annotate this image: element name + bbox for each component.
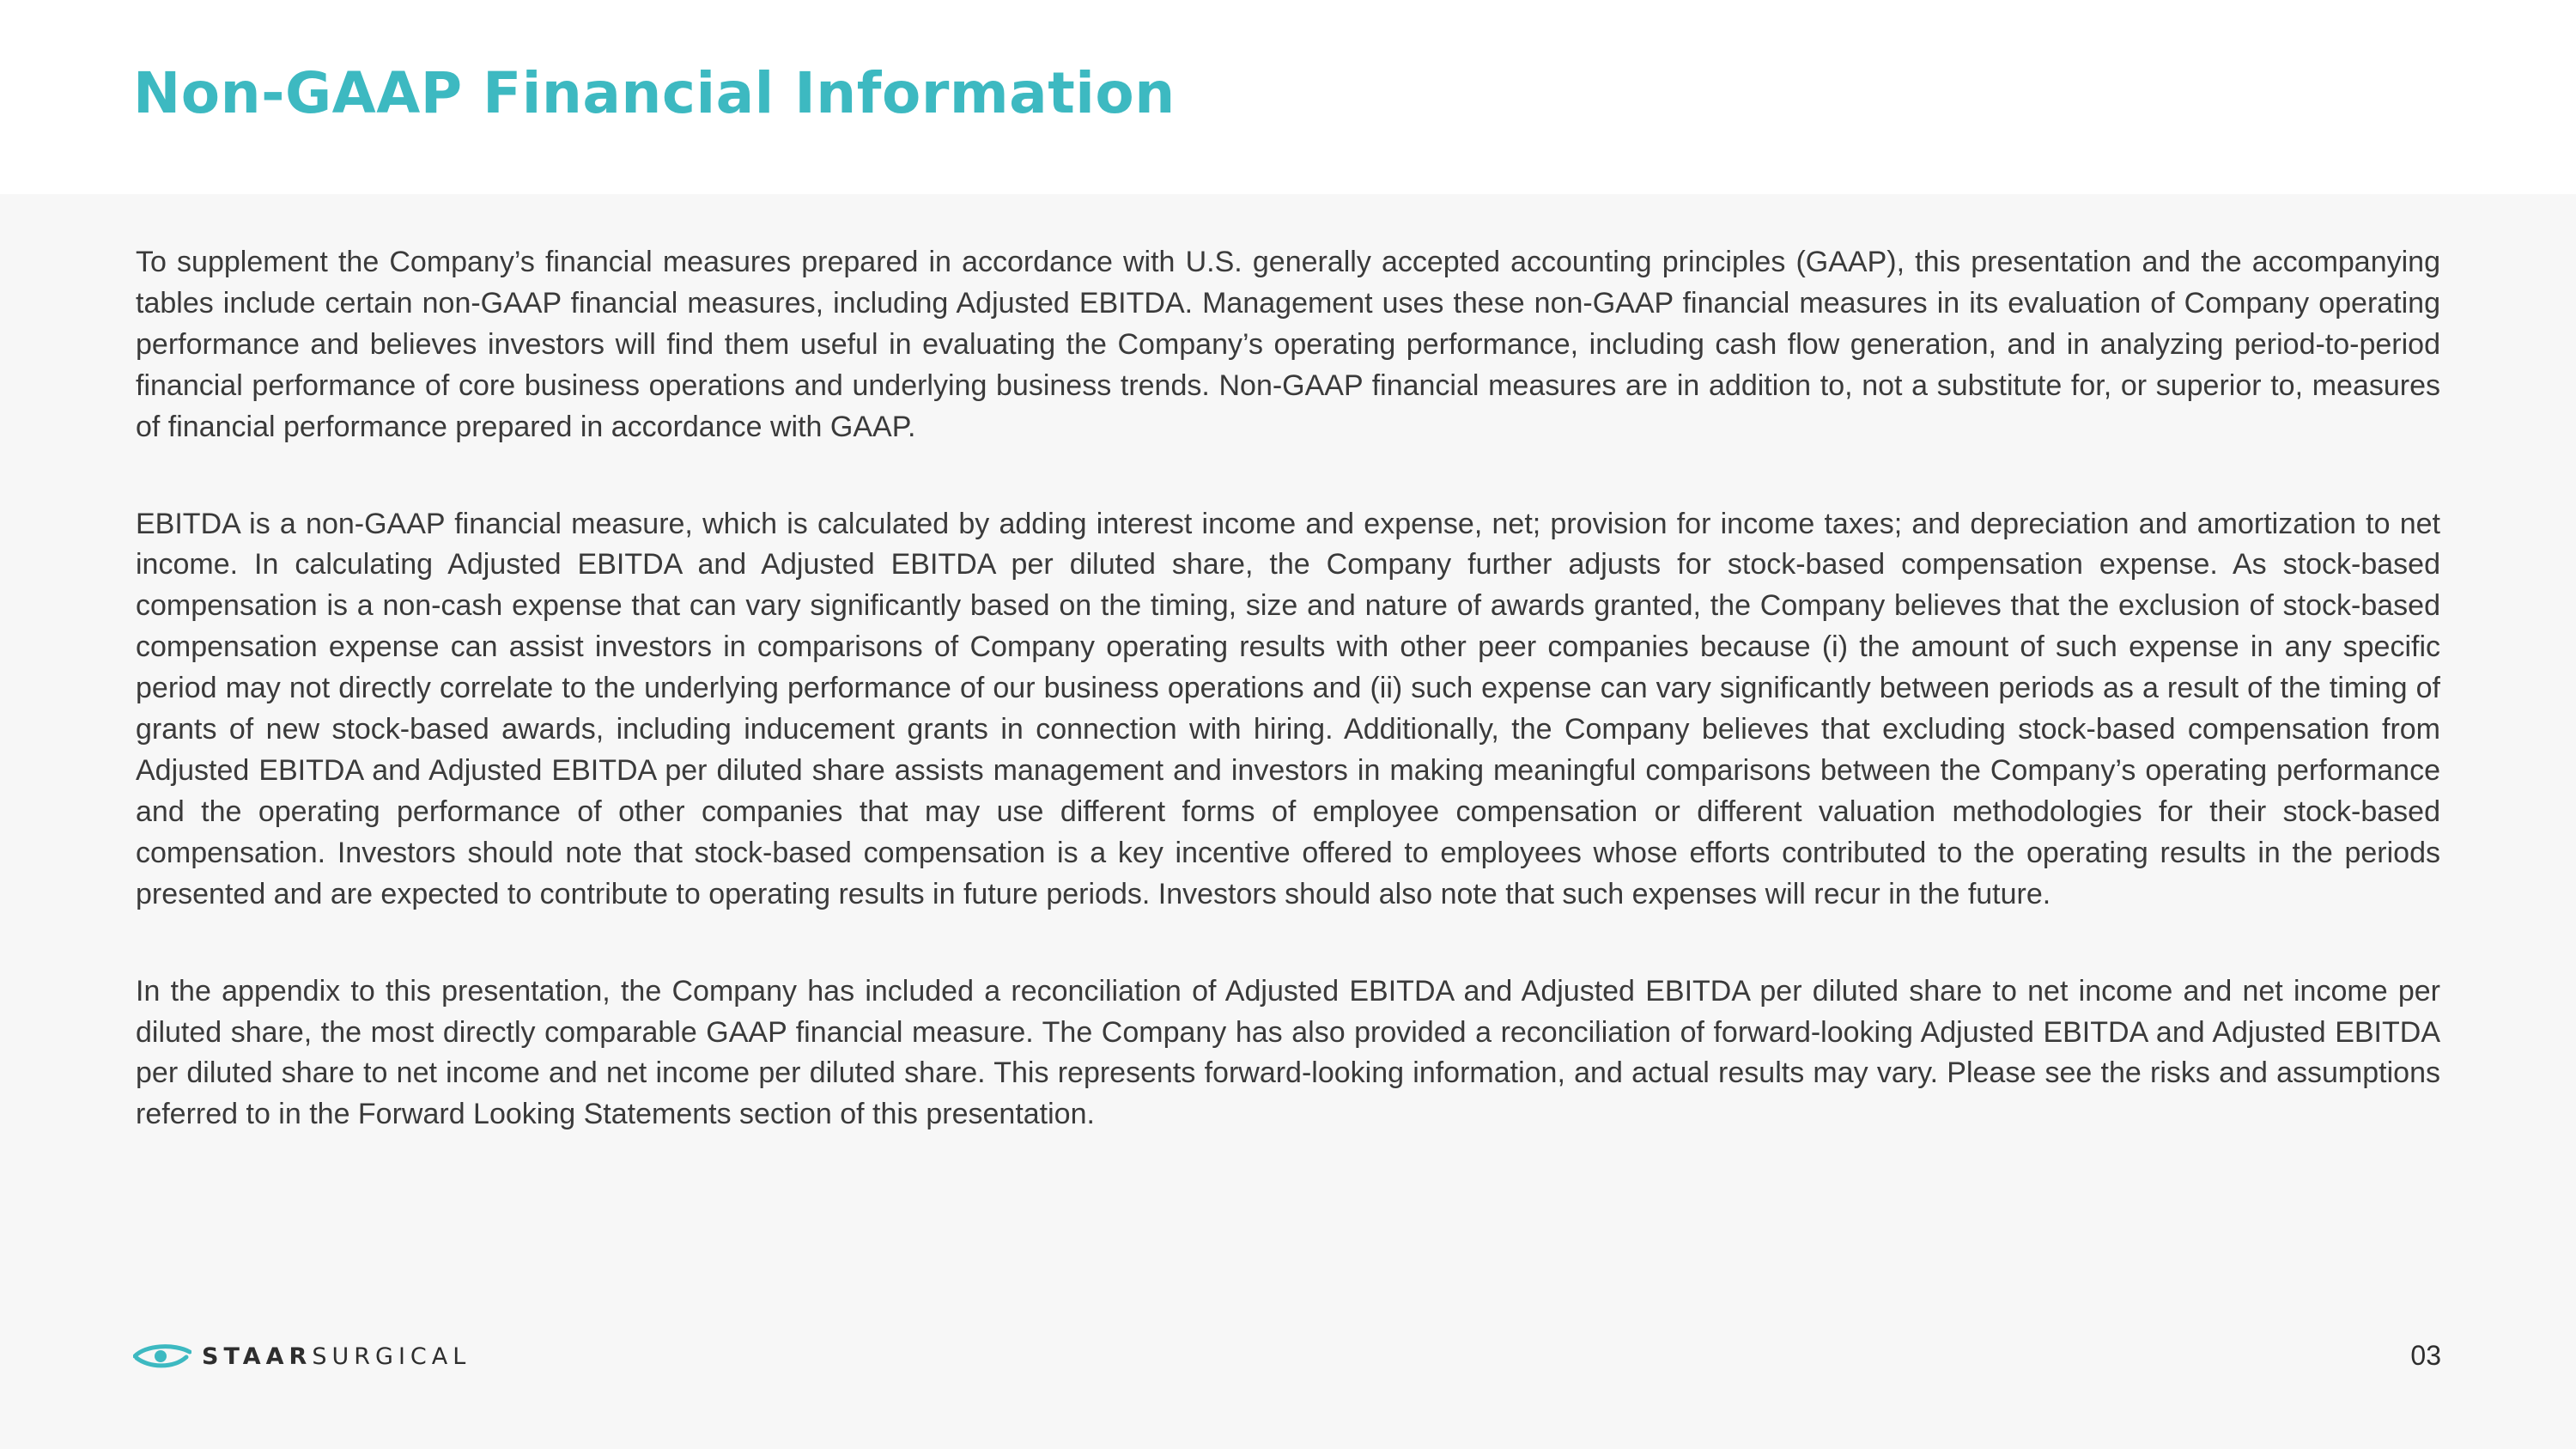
body-text (136, 242, 2440, 1191)
paragraph-intro: To supplement the Company’s financial measures prepared in accordance with U.S. generally accepted accounting principles (GAAP), this presentation and the accompanying tables include certain non-GAAP financial measures, including Adjusted EBITDA. Management uses these non-GAAP financial measures in its evaluation of Company operating performance and believes investors will find them useful in evaluating the Company’s operating performance, including cash flow generation, and in analyzing period-to-period financial performance of core business operations and underlying business trends. Non-GAAP financial measures are in addition to, not a substitute for, or superior to, measures of financial performance prepared in accordance with GAAP. (136, 246, 2440, 443)
logo-text-light: SURGICAL (312, 1342, 471, 1370)
staar-surgical-logo (133, 1341, 471, 1372)
page-number: 03 (2410, 1340, 2441, 1371)
paragraph-ebitda: EBITDA is a non-GAAP financial measure, which is calculated by adding interest income and expense, net; provision for income taxes; and depreciation and amortization to net income. In calculating Adjusted EBITDA and Adjusted EBITDA per diluted share, the Company further adjusts for stock-based compensation expense. As stock-based compensation is a non-cash expense that can vary significantly based on the timing, size and nature of awards granted, the Company believes that the exclusion of stock-based compensation expense can assist investors in comparisons of Company operating results with other peer companies because (i) the amount of such expense in any specific period may not directly correlate to the underlying performance of our business operations and (ii) such expense can vary significantly between periods as a result of the timing of grants of new stock-based awards, including inducement grants in connection with hiring. Additionally, the Company believes that excluding stock-based compensation from Adjusted EBITDA and Adjusted EBITDA per diluted share assists management and investors in making meaningful comparisons between the Company’s operating performance and the operating performance of other companies that may use different forms of employee compensation or different valuation methodologies for their stock-based compensation. Investors should note that stock-based compensation is a key incentive offered to employees whose efforts contributed to the operating results in the periods presented and are expected to contribute to operating results in future periods. Investors should also note that such expenses will recur in the future. (136, 507, 2440, 910)
slide-header (0, 0, 2576, 194)
page-title: Non-GAAP Financial Information (133, 60, 1176, 126)
eye-swoosh-icon (133, 1342, 191, 1371)
paragraph-appendix: In the appendix to this presentation, the Company has included a reconciliation of Adjusted EBITDA and Adjusted EBITDA per diluted share to net income and net income per diluted share, the most directly comparable GAAP financial measure. The Company has also provided a reconciliation of forward-looking Adjusted EBITDA and Adjusted EBITDA per diluted share to net income and net income per diluted share. This represents forward-looking information, and actual results may vary. Please see the risks and assumptions referred to in the Forward Looking Statements section of this presentation. (136, 974, 2440, 1131)
logo-wordmark (202, 1343, 471, 1370)
logo-text-bold: STAAR (202, 1342, 313, 1370)
